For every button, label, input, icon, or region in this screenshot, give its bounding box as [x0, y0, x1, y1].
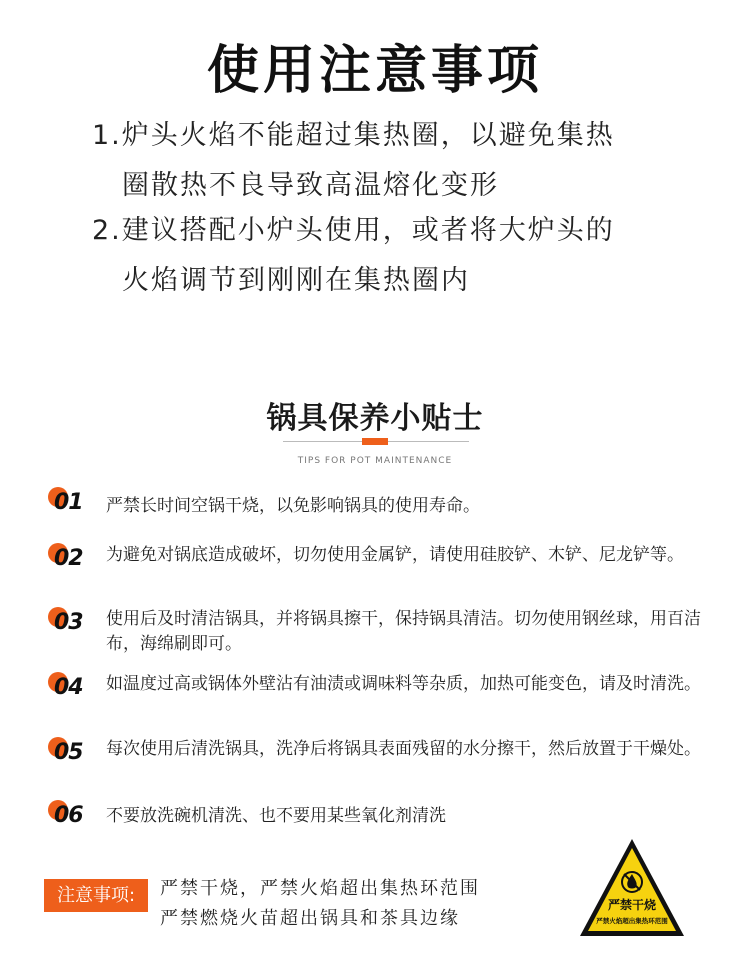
notice-line-1: 严禁干烧，严禁火焰超出集热环范围 — [160, 878, 480, 899]
tips-title: 锅具保养小贴士 — [266, 401, 484, 436]
note-1-line-1: 1.炉头火焰不能超过集热圈，以避免集热 — [92, 120, 615, 151]
note-2-line-1: 2.建议搭配小炉头使用，或者将大炉头的 — [92, 215, 615, 246]
notice-label: 注意事项: — [44, 879, 148, 912]
fire-warning-icon — [576, 836, 688, 940]
note-1 — [92, 111, 712, 211]
tip-text: 使用后及时清洁锅具，并将锅具擦干，保持锅具清洁。切勿使用钢丝球，用百洁布，海绵刷即可。 — [106, 609, 701, 654]
tip-text: 每次使用后清洗锅具，洗净后将锅具表面残留的水分擦干，然后放置于干燥处。 — [106, 739, 701, 759]
note-2 — [92, 206, 712, 306]
note-2-line-2: 火焰调节到刚刚在集热圈内 — [122, 265, 470, 296]
warning-sign-caption: 严禁火焰超出集热环范围 — [596, 917, 668, 925]
notice-line-2: 严禁燃烧火苗超出锅具和茶具边缘 — [160, 908, 460, 929]
tip-number: 06 — [54, 803, 83, 828]
tip-text: 如温度过高或锅体外壁沾有油渍或调味料等杂质，加热可能变色，请及时清洗。 — [106, 674, 701, 694]
title-divider-accent — [362, 438, 388, 445]
tip-number: 01 — [54, 490, 83, 515]
warning-sign-title: 严禁干烧 — [607, 898, 657, 912]
tip-number: 02 — [54, 546, 83, 571]
tip-number: 04 — [54, 675, 83, 700]
note-1-line-2: 圈散热不良导致高温熔化变形 — [122, 170, 499, 201]
tip-text: 不要放洗碗机清洗、也不要用某些氧化剂清洗 — [106, 806, 446, 826]
tip-text: 为避免对锅底造成破坏，切勿使用金属铲，请使用硅胶铲、木铲、尼龙铲等。 — [106, 545, 684, 565]
tip-number: 05 — [54, 740, 83, 765]
page-title: 使用注意事项 — [206, 40, 543, 101]
tip-number: 03 — [54, 610, 83, 635]
tip-text: 严禁长时间空锅干烧，以免影响锅具的使用寿命。 — [106, 496, 480, 516]
tips-subtitle: TIPS FOR POT MAINTENANCE — [297, 456, 453, 466]
